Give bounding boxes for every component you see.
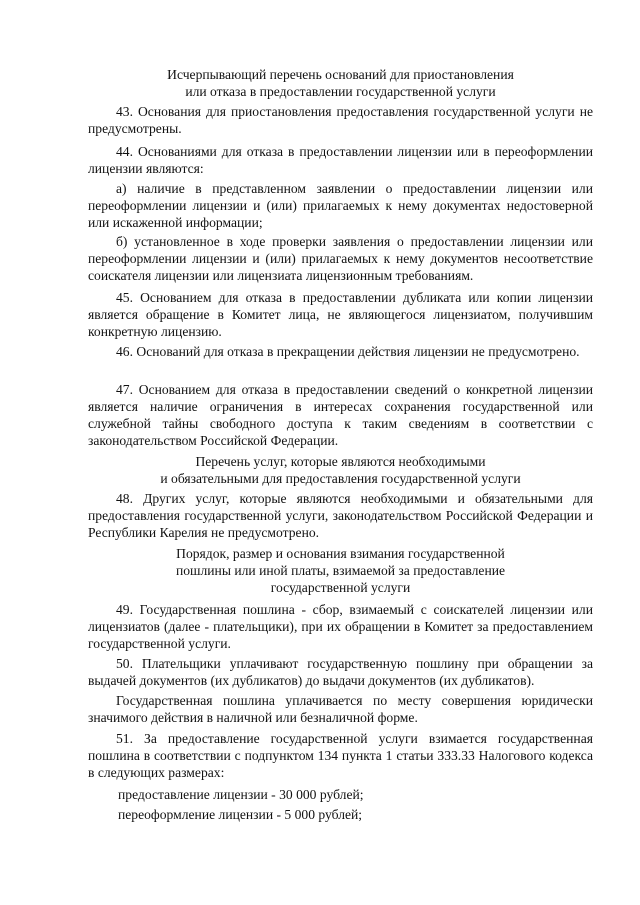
paragraph-48: 48. Других услуг, которые являются необходимыми и обязательными для предоставления государственной услуги, законодательством Российской Федерации и Республики Карелия не предусмотрено. xyxy=(88,491,593,540)
paragraph-46: 46. Оснований для отказа в прекращении действия лицензии не предусмотрено. xyxy=(116,344,580,359)
section-heading-required-services xyxy=(88,453,593,487)
paragraph-45: 45. Основанием для отказа в предоставлении дубликата или копии лицензии является обращение в Комитет лица, не являющегося лицензиатом, получившим конкретную лицензию. xyxy=(88,290,593,339)
paragraph-43: 43. Основания для приостановления предоставления государственной услуги не предусмотрены. xyxy=(88,104,593,136)
heading-line: пошлины или иной платы, взимаемой за предоставление xyxy=(175,563,506,578)
paragraph-49: 49. Государственная пошлина - сбор, взимаемый с соискателей лицензии или лицензиатов (далее - плательщики), при их обращении в Комитет за предоставлением государственной услуги. xyxy=(88,602,593,651)
fee-license-reissue: переоформление лицензии - 5 000 рублей; xyxy=(118,807,363,822)
paragraph-44-a: а) наличие в представленном заявлении о предоставлении лицензии или переоформлении лицензии и (или) прилагаемых к нему документах недостоверной или искаженной информации; xyxy=(88,181,593,230)
section-heading-grounds-refusal xyxy=(88,66,593,100)
paragraph-50-payment-form: Государственная пошлина уплачивается по месту совершения юридически значимого действия в наличной или безналичной форме. xyxy=(88,693,593,725)
paragraph-44-b: б) установленное в ходе проверки заявления о предоставлении лицензии или переоформлении лицензии и (или) прилагаемых к нему документов несоответствие соискателя лицензии или лицензиата лицензионным требованиям. xyxy=(88,234,593,283)
heading-line: или отказа в предоставлении государственной услуги xyxy=(185,84,496,99)
heading-line: Перечень услуг, которые являются необходимыми xyxy=(195,454,486,469)
heading-line: государственной услуги xyxy=(270,580,411,595)
paragraph-47: 47. Основанием для отказа в предоставлении сведений о конкретной лицензии является наличие ограничения в интересах сохранения государственной или служебной тайны свободного доступа к таким сведениям в соответствии с законодательством Российской Федерации. xyxy=(88,382,593,448)
heading-line: и обязательными для предоставления государственной услуги xyxy=(160,471,521,486)
paragraph-51: 51. За предоставление государственной услуги взимается государственная пошлина в соответствии с подпунктом 134 пункта 1 статьи 333.33 Налогового кодекса в следующих размерах: xyxy=(88,731,593,780)
paragraph-44: 44. Основаниями для отказа в предоставлении лицензии или в переоформлении лицензии являются: xyxy=(88,144,593,176)
fee-license-issue: предоставление лицензии - 30 000 рублей; xyxy=(118,787,364,802)
section-heading-state-duty xyxy=(88,545,593,596)
paragraph-50: 50. Плательщики уплачивают государственную пошлину при обращении за выдачей документов (их дубликатов) до выдачи документов (их дубликатов). xyxy=(88,656,593,688)
heading-line: Порядок, размер и основания взимания государственной xyxy=(176,546,505,561)
heading-line: Исчерпывающий перечень оснований для приостановления xyxy=(167,67,514,82)
